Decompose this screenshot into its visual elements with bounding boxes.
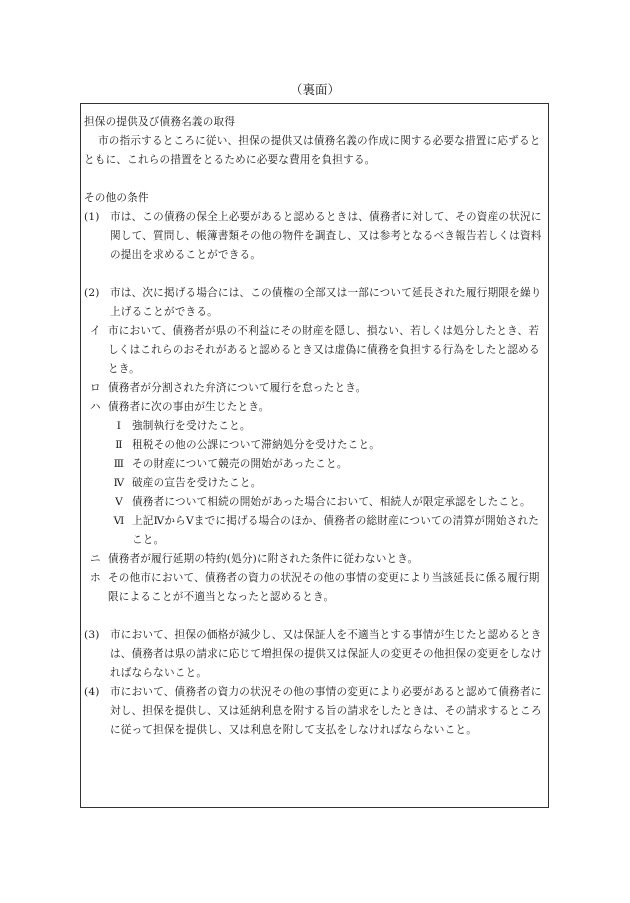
roman-text: 強制執行を受けたこと。 [132,420,251,432]
section-body-collateral: 市の指示するところに従い、担保の提供又は債務名義の作成に関する必要な措置に応ずるとともに、これらの措置をとるために必要な費用を負担する。 [84,135,541,166]
roman-marker: Ⅵ [113,515,125,527]
condition-number: (2) [84,287,100,299]
condition-number: (1) [84,211,100,223]
sub-item-text: 債務者に次の事由が生じたとき。 [108,401,270,413]
roman-item-6 [84,512,549,550]
roman-text: 租税その他の公課について滞納処分を受けたこと。 [132,439,381,451]
sub-item-marker: ニ [90,553,101,565]
document-body [84,113,549,740]
sub-item-marker: ハ [90,401,101,413]
roman-text: 債務者について相続の開始があった場合において、相続人が限定承認をしたこと。 [132,496,531,508]
condition-number: (3) [84,629,100,641]
roman-marker: Ⅳ [113,477,125,489]
sub-item-ro [84,379,549,398]
roman-item-1 [84,417,549,436]
sub-item-i [84,322,549,379]
sub-item-marker: ロ [90,382,101,394]
roman-item-2 [84,436,549,455]
section-heading-collateral: 担保の提供及び債務名義の取得 [84,116,236,128]
roman-marker: Ⅰ [116,420,122,432]
roman-text: 破産の宣告を受けたこと。 [132,477,262,489]
roman-item-3 [84,455,549,474]
roman-marker: Ⅱ [115,439,123,451]
sub-item-ho [84,569,549,607]
condition-text: 市は、次に掲げる場合には、この債権の全部又は一部について延長された履行期限を繰り上げることができる。 [110,287,542,318]
sub-item-ha [84,398,549,417]
condition-number: (4) [84,686,100,698]
condition-item-2 [84,284,549,322]
section-heading-other-conditions: その他の条件 [84,192,149,204]
condition-text: 市において、債務者の資力の状況その他の事情の変更により必要があると認めて債務者に対し、担保を提供し、又は延納利息を附する旨の請求をしたときは、その請求するところに従って担保を提供し、又は利息を附して支払をしなければならないこと。 [110,686,542,736]
roman-marker: Ⅲ [113,458,125,470]
sub-item-text: 債務者が履行延期の特約(処分)に附された条件に従わないとき。 [108,553,419,565]
sub-item-marker: ホ [90,572,101,584]
page-header: （裏面） [289,82,340,97]
condition-text: 市において、担保の価格が減少し、又は保証人を不適当とする事情が生じたと認めるときは、債務者は県の請求に応じて増担保の提供又は保証人の変更その他担保の変更をしなければならないこと。 [110,629,542,679]
roman-text: 上記ⅣからⅤまでに掲げる場合のほか、債務者の総財産についての清算が開始されたこと。 [132,515,539,546]
roman-item-4 [84,474,549,493]
roman-marker: Ⅴ [115,496,123,508]
roman-text: その財産について競売の開始があったこと。 [132,458,348,470]
sub-item-ni [84,550,549,569]
sub-item-text: 市において、債務者が県の不利益にその財産を隠し、損ない、若しくは処分したとき、若しくはこれらのおそれがあると認めるとき又は虚偽に債務を負担する行為をしたと認めるとき。 [108,325,540,375]
sub-item-text: その他市において、債務者の資力の状況その他の事情の変更により当該延長に係る履行期限によることが不適当となったと認めるとき。 [108,572,540,603]
roman-item-5 [84,493,549,512]
condition-item-1 [84,208,549,265]
condition-item-3 [84,626,549,683]
condition-text: 市は、この債務の保全上必要があると認めるときは、債務者に対して、その資産の状況に関して、質問し、帳簿書類その他の物件を調査し、又は参考となるべき報告若しくは資料の提出を求めることができる。 [110,211,542,261]
sub-item-text: 債務者が分割された弁済について履行を怠ったとき。 [108,382,367,394]
sub-item-marker: イ [90,325,101,337]
condition-item-4 [84,683,549,740]
